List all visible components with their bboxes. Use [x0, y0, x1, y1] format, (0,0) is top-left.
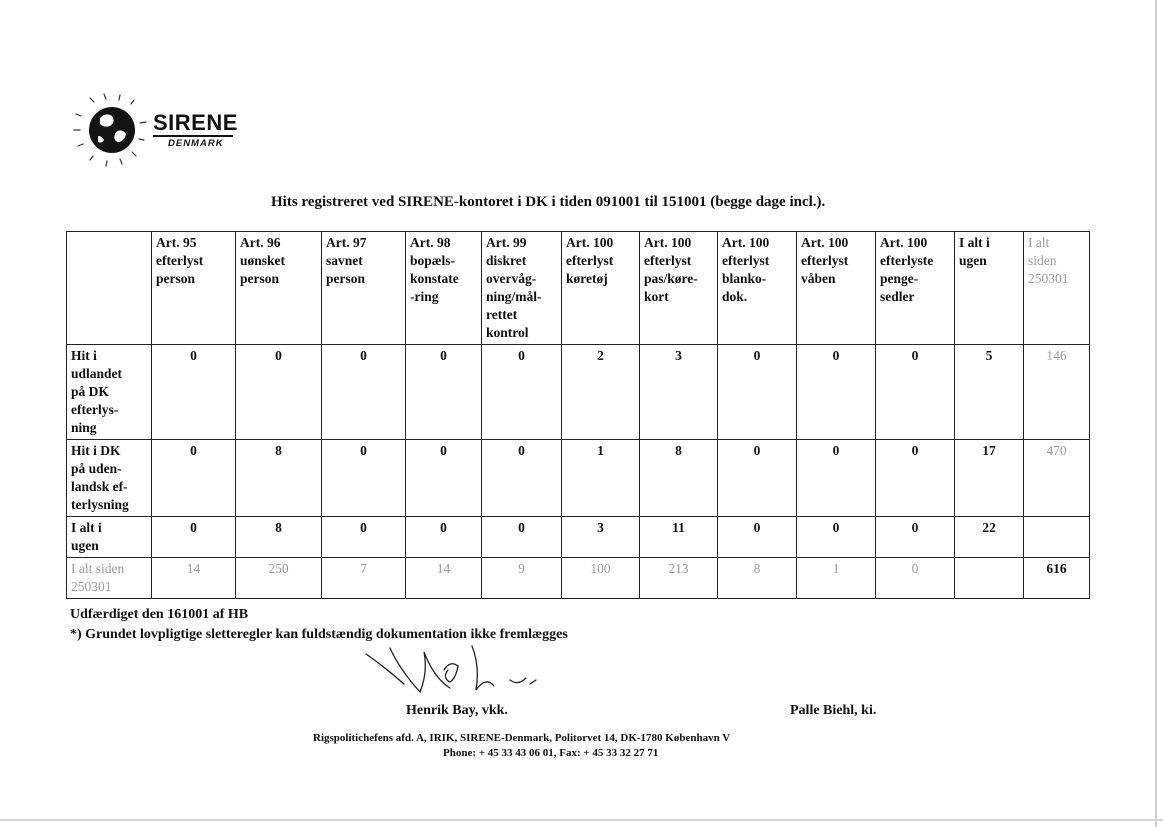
row-header: I alt siden 250301 — [67, 558, 152, 599]
row-header: I alt i ugen — [67, 517, 152, 558]
column-header: Art. 96 uønsket person — [236, 232, 322, 345]
signatory-right: Palle Biehl, ki. — [790, 703, 877, 718]
column-header: Art. 100 efterlyst køretøj — [562, 232, 640, 345]
table-cell: 11 — [640, 517, 718, 558]
column-header: Art. 100 efterlyst blanko- dok. — [718, 232, 797, 345]
table-cell: 0 — [482, 440, 562, 517]
table-cell: 14 — [152, 558, 236, 599]
table-cell: 0 — [797, 517, 876, 558]
footnote: *) Grundet lovpligtige sletteregler kan fuldstændig dokumentation ikke fremlægges — [70, 627, 568, 642]
column-header: Art. 97 savnet person — [322, 232, 406, 345]
scan-edge-right — [1155, 0, 1157, 827]
table-cell: 0 — [322, 440, 406, 517]
table-row — [67, 345, 1090, 440]
table-cell: 8 — [640, 440, 718, 517]
table-cell: 0 — [152, 517, 236, 558]
table-cell: 0 — [322, 517, 406, 558]
prepared-by-line: Udfærdiget den 161001 af HB — [70, 607, 249, 622]
address-line: Rigspolitichefens afd. A, IRIK, SIRENE-Denmark, Politorvet 14, DK-1780 København V — [313, 732, 731, 744]
table-cell: 0 — [482, 517, 562, 558]
column-header: I alt i ugen — [955, 232, 1024, 345]
table-cell: 8 — [718, 558, 797, 599]
column-header — [67, 232, 152, 345]
table-cell: 0 — [718, 345, 797, 440]
table-cell: 0 — [406, 440, 482, 517]
table-cell — [955, 558, 1024, 599]
table-cell: 470 — [1024, 440, 1090, 517]
table-row — [67, 517, 1090, 558]
table-cell: 0 — [876, 440, 955, 517]
column-header: Art. 98 bopæls- konstate -ring — [406, 232, 482, 345]
table-cell: 0 — [322, 345, 406, 440]
column-header: Art. 100 efterlyst våben — [797, 232, 876, 345]
table-cell: 8 — [236, 440, 322, 517]
logo-subtitle: DENMARK — [168, 138, 224, 149]
table-cell: 0 — [482, 345, 562, 440]
table-cell: 250 — [236, 558, 322, 599]
column-header: Art. 100 efterlyste penge- sedler — [876, 232, 955, 345]
table-cell: 0 — [797, 440, 876, 517]
logo-wordmark: SIRENE — [153, 110, 238, 135]
column-header: Art. 95 efterlyst person — [152, 232, 236, 345]
scan-edge-bottom — [0, 819, 1163, 821]
row-header: Hit i udlandet på DK efterlys- ning — [67, 345, 152, 440]
table-cell: 0 — [718, 440, 797, 517]
table-cell: 0 — [152, 440, 236, 517]
table-cell: 3 — [640, 345, 718, 440]
table-row — [67, 558, 1090, 599]
table-cell: 0 — [876, 517, 955, 558]
hits-table — [66, 231, 1090, 599]
contact-line: Phone: + 45 33 43 06 01, Fax: + 45 33 32 27 71 — [443, 747, 659, 759]
table-cell: 2 — [562, 345, 640, 440]
table-cell: 146 — [1024, 345, 1090, 440]
logo-underline — [153, 135, 233, 137]
table-cell: 100 — [562, 558, 640, 599]
table-row — [67, 440, 1090, 517]
table-cell — [1024, 517, 1090, 558]
table-cell: 14 — [406, 558, 482, 599]
handwritten-signature — [360, 640, 560, 702]
table-cell: 9 — [482, 558, 562, 599]
table-cell: 0 — [876, 345, 955, 440]
table-cell: 7 — [322, 558, 406, 599]
table-cell: 0 — [718, 517, 797, 558]
table-cell: 213 — [640, 558, 718, 599]
table-cell: 0 — [797, 345, 876, 440]
table-cell: 3 — [562, 517, 640, 558]
table-cell: 22 — [955, 517, 1024, 558]
column-header: I alt siden 250301 — [1024, 232, 1090, 345]
table-cell: 17 — [955, 440, 1024, 517]
document-title: Hits registreret ved SIRENE-kontoret i DK i tiden 091001 til 151001 (begge dage incl.). — [271, 194, 826, 210]
table-cell: 1 — [562, 440, 640, 517]
table-header-row — [67, 232, 1090, 345]
column-header: Art. 100 efterlyst pas/køre- kort — [640, 232, 718, 345]
table-cell: 0 — [152, 345, 236, 440]
table-cell: 616 — [1024, 558, 1090, 599]
column-header: Art. 99 diskret overvåg- ning/mål- rettet kontrol — [482, 232, 562, 345]
table-cell: 5 — [955, 345, 1024, 440]
table-cell: 1 — [797, 558, 876, 599]
table-cell: 0 — [876, 558, 955, 599]
table-cell: 0 — [406, 517, 482, 558]
table-cell: 0 — [236, 345, 322, 440]
signatory-left: Henrik Bay, vkk. — [406, 703, 508, 718]
table-cell: 0 — [406, 345, 482, 440]
row-header: Hit i DK på uden- landsk ef- terlysning — [67, 440, 152, 517]
table-cell: 8 — [236, 517, 322, 558]
